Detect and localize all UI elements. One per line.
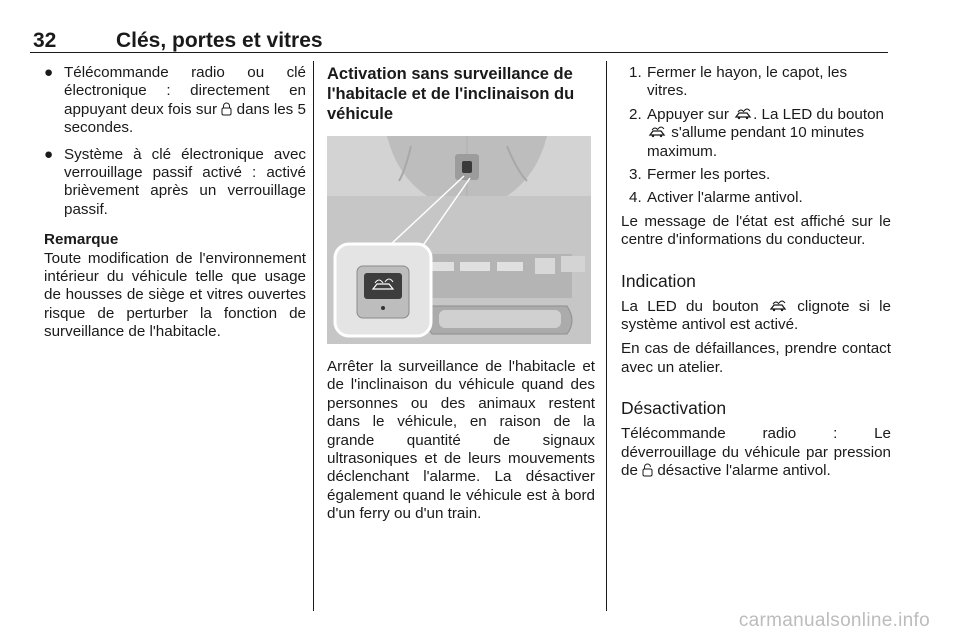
column-2: [327, 64, 595, 530]
paragraph: Arrêter la surveillance de l'habitacle et de l'inclinaison du véhicule quand des personnes ou des animaux restent dans le véhicule, en raison de la grande quantité de signaux ultrasoniques et de leurs mouvements déclenchant l'alarme. La désactiver également quand le véhicule est à bord d'un ferry ou d'un train.: [327, 358, 595, 523]
deactivation-text: désactive l'alarme antivol.: [653, 462, 831, 480]
indication-text: La LED du bouton: [621, 297, 768, 315]
step-number: 2.: [629, 105, 642, 123]
step-text: Activer l'alarme antivol.: [647, 189, 803, 207]
column-3: [621, 64, 891, 487]
indication-text: clignote si le système antivol est activé.: [621, 297, 891, 334]
page-number: 32: [33, 29, 57, 52]
bullet-text: Télécommande radio ou clé électronique : directement en appuyant deux fois sur: [64, 64, 306, 118]
column-divider-1: [313, 61, 314, 611]
note-title: Remarque: [44, 231, 119, 249]
step-text: Appuyer sur: [647, 105, 734, 123]
deactivation-heading: Désactivation: [621, 398, 727, 419]
bullet-text: dans les 5 secondes.: [64, 100, 306, 137]
column-divider-2: [606, 61, 607, 611]
car-alarm-icon: [647, 126, 667, 138]
step-text: s'allume pendant 10 minutes maximum.: [647, 124, 865, 160]
step-text: Fermer le hayon, le capot, les vitres.: [647, 64, 848, 100]
steps-list: [621, 64, 891, 208]
page-header: [30, 27, 888, 53]
deactivation-paragraph: [621, 425, 891, 480]
step-text: Fermer les portes.: [647, 166, 771, 184]
unlock-icon: [642, 463, 653, 477]
step-text: . La LED du bouton: [753, 105, 884, 123]
bullet-text: Système à clé électronique avec verrouillage passif activé : activé brièvement après un verrouillage passif.: [64, 145, 306, 218]
section-heading: Activation sans surveillance de l'habitacle et de l'inclinaison du véhicule: [327, 65, 575, 123]
watermark: carmanualsonline.info: [738, 610, 930, 631]
step-number: 3.: [629, 166, 642, 184]
bullet-symbol: ●: [44, 64, 54, 81]
indication-heading: Indication: [621, 270, 696, 291]
car-alarm-icon: [733, 108, 753, 120]
overhead-console-illustration: [327, 136, 591, 344]
list-item: [621, 166, 891, 184]
bullet-item: [44, 64, 306, 138]
status-paragraph: Le message de l'état est affiché sur le centre d'informations du conducteur.: [621, 212, 891, 249]
chapter-title: Clés, portes et vitres: [116, 29, 323, 52]
list-item: [621, 189, 891, 207]
list-item: [621, 106, 891, 161]
indication-paragraph: [621, 298, 891, 335]
bullet-item: [44, 146, 306, 220]
note-body: Toute modification de l'environnement intérieur du véhicule telle que usage de housses de siège et vitres ouvertes risque de perturber la fonction de surveillance de l'habitacle.: [44, 249, 306, 341]
column-1: [44, 64, 306, 342]
step-number: 1.: [629, 64, 642, 81]
car-alarm-icon: [768, 300, 788, 312]
lock-icon: [221, 102, 232, 116]
list-item: [621, 64, 891, 101]
bullet-symbol: ●: [44, 145, 54, 163]
step-number: 4.: [629, 189, 642, 207]
fault-paragraph: En cas de défaillances, prendre contact avec un atelier.: [621, 340, 891, 376]
deactivation-text: Télécommande radio : Le déverrouillage du véhicule par pression de: [621, 425, 891, 480]
